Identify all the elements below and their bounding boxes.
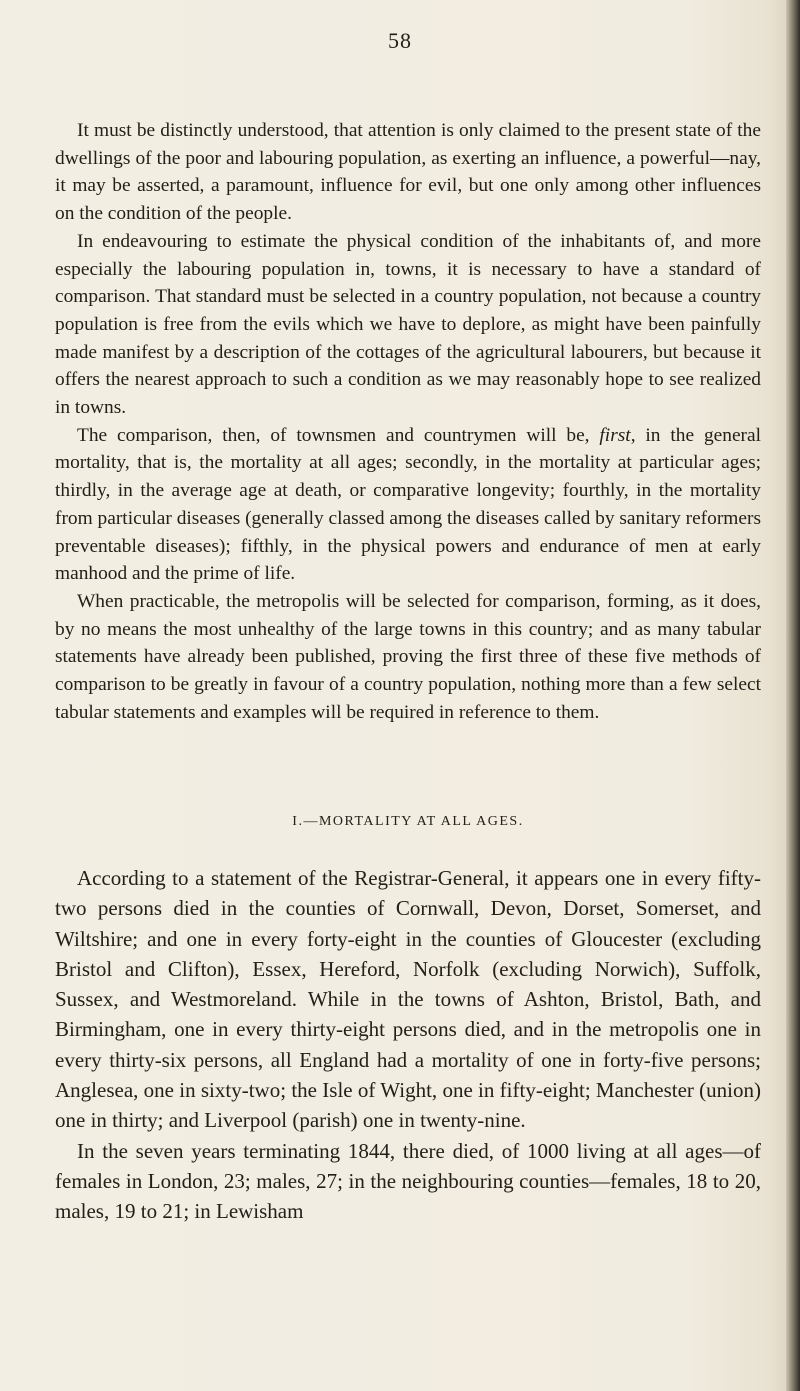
body-text bbox=[55, 117, 761, 726]
paragraph-4: When practicable, the metropolis will be selected for comparison, forming, as it does, by no means the most unhealthy of the large towns in this country; and as many tabular statements have already been published, proving the first three of these five methods of comparison to be greatly in favour of a country population, nothing more than a few select tabular statements and examples will be required in reference to them. bbox=[55, 590, 761, 723]
paragraph-3-emphasis: first bbox=[599, 424, 631, 446]
paragraph-2: In endeavouring to estimate the physical condition of the inhabitants of, and more especially the labouring population in, towns, it is necessary to have a standard of comparison. That standard must be selected in a country population, not because a country population is free from the evils which we have to deplore, as might have been painfully made manifest by a description of the cottages of the agricultural labourers, but because it offers the nearest approach to such a condition as we may reasonably hope to see realized in towns. bbox=[55, 230, 761, 419]
paragraph-3-rest: , in the general mortality, that is, the mortality at all ages; secondly, in the mortality at particular ages; thirdly, in the average age at death, or comparative longevity; fourthly, in the mortality from particular diseases (generally classed among the diseases called by sanitary reformers preventable diseases); fifthly, in the physical powers and endurance of men at early manhood and the prime of life. bbox=[55, 424, 762, 585]
paragraph-3-start: The comparison, then, of townsmen and countrymen will be, bbox=[77, 424, 600, 446]
page-number: 58 bbox=[388, 28, 412, 53]
section-heading: I.—MORTALITY AT ALL AGES. bbox=[292, 814, 524, 829]
page-edge-shadow bbox=[786, 0, 800, 1391]
paragraph-1: It must be distinctly understood, that attention is only claimed to the present state of the dwellings of the poor and labouring population, as exerting an influence, a powerful—nay, it may be asserted, a paramount, influence for evil, but one only among other influences on the condition of the people. bbox=[55, 120, 761, 225]
paragraph-3 bbox=[55, 422, 761, 588]
section-mortality bbox=[55, 814, 761, 1227]
section-paragraph-2: In the seven years terminating 1844, there died, of 1000 living at all ages—of females in London, 23; males, 27; in the neighbouring counties—females, 18 to 20, males, 19 to 21; in Lewisham bbox=[55, 1138, 761, 1224]
section-paragraph-1: According to a statement of the Registrar-General, it appears one in every fifty-two persons died in the counties of Cornwall, Devon, Dorset, Somerset, and Wiltshire; and one in every forty-eight in the counties of Gloucester (excluding Bristol and Clifton), Essex, Hereford, Norfolk (excluding Norwich), Suffolk, Sussex, and Westmoreland. While in the towns of Ashton, Bristol, Bath, and Birmingham, one in every thirty-eight persons died, and in the metropolis one in every thirty-six persons, all England had a mortality of one in forty-five persons; Anglesea, one in sixty-two; the Isle of Wight, one in fifty-eight; Manchester (union) one in thirty; and Liverpool (parish) one in twenty-nine. bbox=[55, 866, 761, 1133]
